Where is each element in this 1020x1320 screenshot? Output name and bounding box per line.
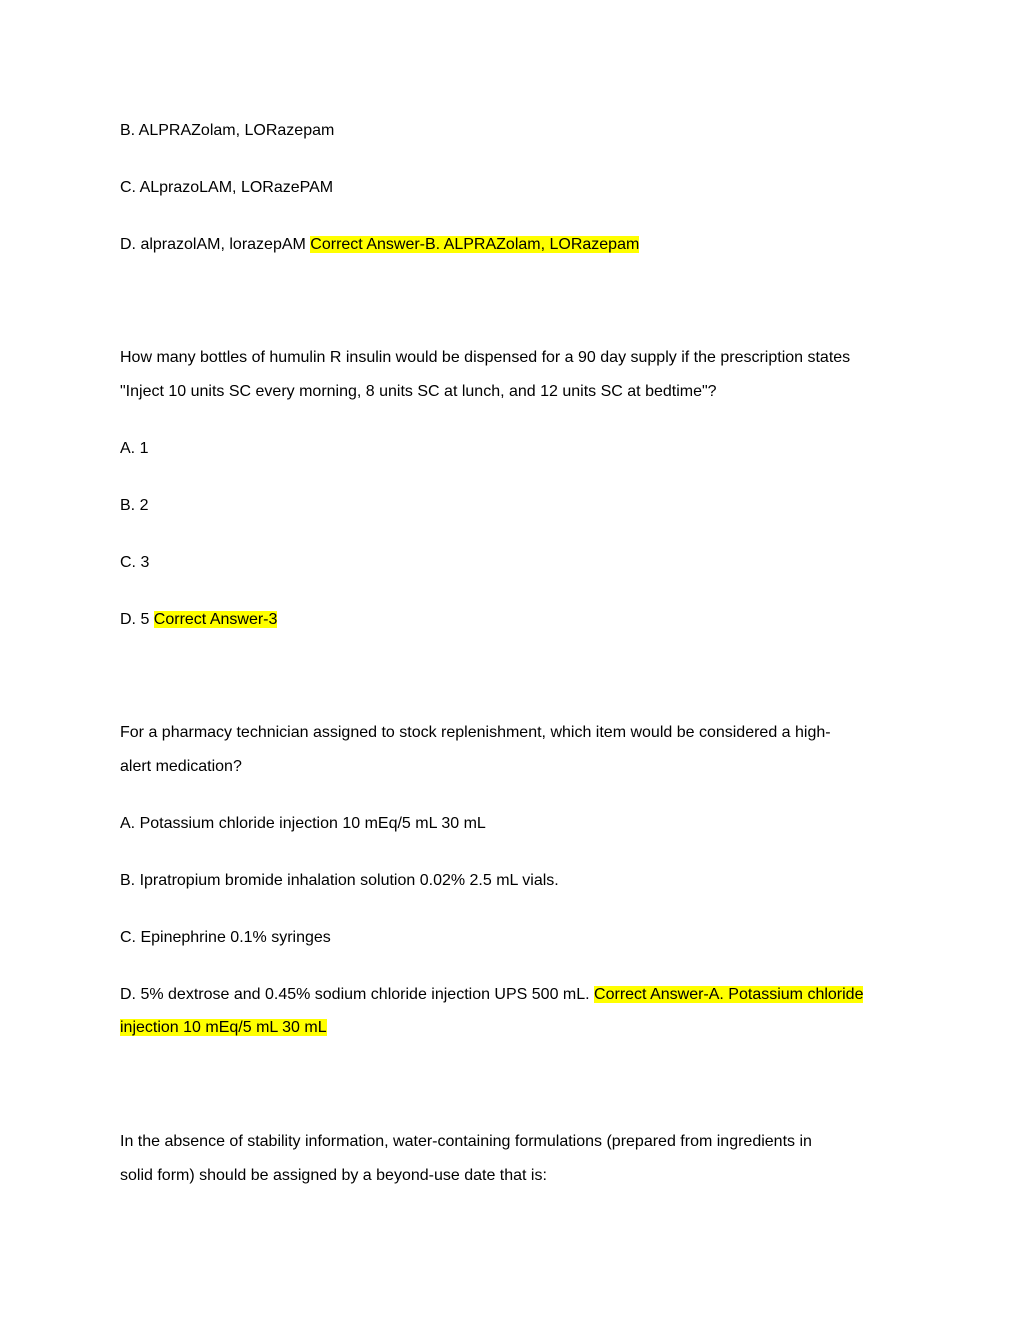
q3-option-b: B. Ipratropium bromide inhalation solution 0.02% 2.5 mL vials.	[120, 872, 559, 889]
q1-correct-answer: Correct Answer-B. ALPRAZolam, LORazepam	[310, 236, 640, 253]
q3-question-line-1: For a pharmacy technician assigned to stock replenishment, which item would be considered a high-	[120, 724, 831, 741]
q2-option-d: D. 5	[120, 611, 150, 628]
q1-option-c: C. ALprazoLAM, LORazePAM	[120, 179, 334, 196]
q1-option-d-line	[120, 228, 639, 262]
q3-correct-answer-part-2: injection 10 mEq/5 mL 30 mL	[120, 1019, 327, 1036]
q3-answer-continuation-line	[120, 1011, 327, 1045]
q3-option-d-line	[120, 978, 863, 1012]
q2-option-a: A. 1	[120, 440, 149, 457]
q4-question-line-1: In the absence of stability information, water-containing formulations (prepared from ingredients in	[120, 1133, 812, 1150]
q2-correct-answer: Correct Answer-3	[153, 611, 278, 628]
q2-option-d-line	[120, 603, 277, 637]
q2-option-c: C. 3	[120, 554, 150, 571]
q3-option-a: A. Potassium chloride injection 10 mEq/5 mL 30 mL	[120, 815, 486, 832]
q3-option-d: D. 5% dextrose and 0.45% sodium chloride injection UPS 500 mL.	[120, 986, 590, 1003]
q3-option-c: C. Epinephrine 0.1% syringes	[120, 929, 331, 946]
q2-question-line-2: "Inject 10 units SC every morning, 8 units SC at lunch, and 12 units SC at bedtime"?	[120, 383, 717, 400]
q2-question-line-1: How many bottles of humulin R insulin would be dispensed for a 90 day supply if the prescription states	[120, 349, 851, 366]
q3-correct-answer-part-1: Correct Answer-A. Potassium chloride	[594, 986, 864, 1003]
q1-option-d: D. alprazolAM, lorazepAM	[120, 236, 306, 253]
q1-option-b: B. ALPRAZolam, LORazepam	[120, 122, 335, 139]
q4-question-line-2: solid form) should be assigned by a beyond-use date that is:	[120, 1167, 547, 1184]
q3-question-line-2: alert medication?	[120, 758, 242, 775]
q2-option-b: B. 2	[120, 497, 149, 514]
